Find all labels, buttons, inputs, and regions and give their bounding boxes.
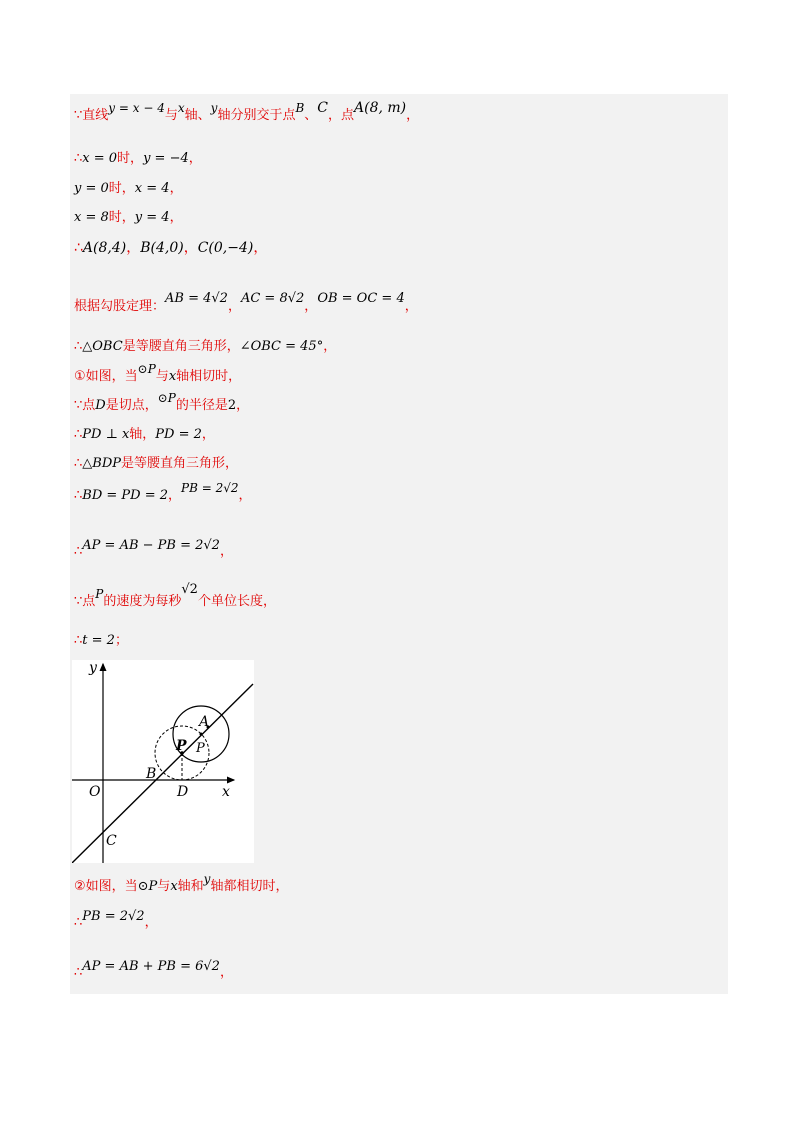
text-segment: ， (236, 398, 250, 413)
text-segment: 轴都相切时， (210, 879, 289, 894)
text-segment: ， (126, 240, 141, 256)
math-segment: BD = PD = 2 (82, 488, 169, 503)
text-segment: 与 (164, 108, 178, 123)
math-segment: AP = AB − PB = 2√2 (82, 538, 220, 553)
math-segment: ⊙P (137, 879, 158, 894)
text-segment: ， (238, 488, 252, 503)
text-segment: ， (253, 240, 268, 256)
math-segment: PD = 2 (155, 427, 202, 442)
line-10 (74, 423, 215, 442)
text-segment: 时， (108, 181, 135, 196)
text-segment: 轴， (129, 427, 156, 442)
line-5 (74, 237, 267, 257)
math-segment: P (95, 587, 104, 601)
text-segment: ， (183, 240, 198, 256)
math-segment: △BDP (82, 456, 122, 471)
line-y-eq-x-minus-4 (72, 684, 253, 863)
text-segment: 是等腰直角三角形， (121, 456, 239, 471)
text-segment: 的半径是 (175, 398, 228, 413)
line-1 (74, 100, 420, 123)
text-segment: 与 (157, 879, 171, 894)
coordinate-figure (72, 660, 254, 863)
text-segment: 轴和 (177, 879, 204, 894)
text-segment: ∴ (74, 633, 83, 648)
text-segment: ， (323, 339, 337, 354)
line-2 (74, 147, 202, 166)
text-segment: ①如图，当 (74, 369, 138, 384)
text-segment: 轴、 (184, 108, 211, 123)
text-segment: ∴ (74, 544, 83, 559)
text-segment: ∵直线 (74, 108, 109, 123)
text-segment: 与 (155, 369, 169, 384)
math-segment: √2 (181, 582, 198, 597)
math-segment: AB = 4√2 (165, 291, 228, 306)
text-segment: ∴ (74, 488, 83, 503)
math-segment: B(4,0) (140, 240, 184, 256)
label-o: O (89, 784, 101, 800)
line-8 (74, 362, 242, 384)
text-segment: 根据勾股定理： (74, 299, 166, 314)
text-segment: ； (114, 633, 128, 648)
point-p2 (200, 733, 203, 736)
math-segment: B (295, 101, 305, 115)
text-segment: ∴ (74, 339, 83, 354)
text-segment: ∴ (74, 427, 83, 442)
text-segment: 是切点， (105, 398, 158, 413)
text-segment: ∵点 (74, 398, 96, 413)
math-segment: t = 2 (82, 633, 115, 648)
line-18 (74, 955, 233, 980)
text-segment: ， (169, 210, 183, 225)
text-segment: ∴ (74, 456, 83, 471)
text-segment: 时， (117, 151, 144, 166)
math-segment: PD ⊥ x (82, 427, 130, 442)
line-15 (74, 629, 128, 648)
text-segment: 轴相切时， (176, 369, 242, 384)
text-segment: 时， (108, 210, 135, 225)
text-segment: ， (188, 151, 202, 166)
label-c: C (106, 833, 117, 849)
label-a: A (199, 714, 210, 730)
text-segment: ∴ (74, 965, 83, 980)
math-segment: ⊙P (157, 391, 176, 405)
text-segment: 是等腰直角三角形， (122, 339, 240, 354)
text-segment: ， (304, 299, 318, 314)
label-p-italic: P (196, 741, 205, 756)
text-segment: ， (201, 427, 215, 442)
math-segment: PB = 2√2 (82, 909, 145, 924)
math-segment: y = 0 (74, 181, 109, 196)
math-segment: A(8, m) (354, 100, 407, 116)
line-17 (74, 905, 158, 930)
math-segment: A(8,4) (82, 240, 127, 256)
text-segment: ，点 (328, 108, 355, 123)
text-segment: 轴分别交于点 (217, 108, 296, 123)
text-segment: ， (169, 181, 183, 196)
label-b: B (146, 766, 157, 782)
line-13 (74, 534, 233, 559)
line-11 (74, 452, 238, 471)
math-segment: C (317, 100, 329, 116)
math-segment: y = −4 (143, 151, 189, 166)
text-segment: ∴ (74, 151, 83, 166)
line-9 (74, 391, 250, 413)
math-segment: C(0,−4) (197, 240, 254, 256)
text-segment: ②如图，当 (74, 879, 138, 894)
math-segment: x (168, 369, 177, 384)
text-segment: 个单位长度， (197, 594, 276, 609)
math-segment: △OBC (82, 339, 123, 354)
text-segment: ∵点 (74, 594, 96, 609)
text-segment: ， (227, 299, 241, 314)
math-segment: ⊙P (137, 362, 156, 376)
label-d: D (177, 784, 189, 800)
text-segment: ∴ (74, 240, 83, 256)
figure-svg (72, 660, 254, 863)
math-segment: AP = AB + PB = 6√2 (82, 959, 220, 974)
math-segment: PB = 2√2 (181, 481, 239, 495)
label-y: y (89, 660, 97, 676)
math-segment: x (177, 101, 185, 115)
math-segment: OB = OC = 4 (317, 291, 405, 306)
math-segment: AC = 8√2 (240, 291, 305, 306)
text-segment: 的速度为每秒 (103, 594, 182, 609)
math-segment: D (95, 398, 106, 413)
math-segment: y = x − 4 (108, 101, 165, 115)
math-segment: y (210, 101, 218, 115)
label-p-bold: P (176, 738, 187, 754)
text-segment: ， (144, 915, 158, 930)
text-segment: ∴ (74, 915, 83, 930)
line-16 (74, 872, 289, 894)
text-segment: ， (168, 488, 182, 503)
line-12 (74, 481, 252, 503)
label-x: x (222, 784, 230, 800)
math-segment: x (170, 879, 178, 894)
line-14 (74, 582, 276, 609)
text-segment: ， (219, 965, 233, 980)
text-segment: ， (219, 544, 233, 559)
math-segment: 2 (227, 398, 237, 413)
line-7 (74, 335, 336, 354)
math-segment: x = 0 (82, 151, 118, 166)
line-6 (74, 287, 418, 314)
line-3 (74, 177, 183, 196)
math-segment: y = 4 (134, 210, 170, 225)
line-4 (74, 206, 183, 225)
text-segment: ， (406, 108, 420, 123)
math-segment: x = 4 (134, 181, 170, 196)
math-segment: y (203, 872, 211, 886)
text-segment: 、 (304, 108, 318, 123)
math-segment: ∠OBC = 45° (239, 339, 324, 354)
math-segment: x = 8 (74, 210, 109, 225)
text-segment: ， (404, 299, 418, 314)
